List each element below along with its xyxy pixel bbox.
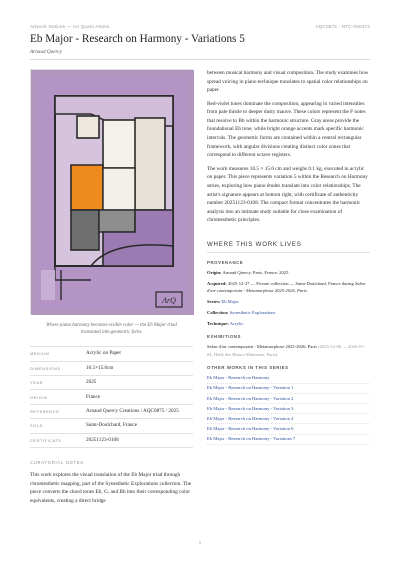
- other-work-link[interactable]: Eb Major - Research on Harmony - Variation 1: [207, 384, 370, 394]
- spec-key: REFERENCE: [30, 404, 86, 418]
- spec-key: YEAR: [30, 376, 86, 390]
- header-divider: [30, 59, 370, 60]
- spec-value: 20251123-0108: [86, 433, 193, 447]
- page-title: Eb Major - Research on Harmony - Variations 5: [30, 33, 245, 45]
- page-number: 1: [198, 540, 202, 545]
- spec-key: DIMENSIONS: [30, 361, 86, 375]
- spec-row-sold: [30, 419, 193, 433]
- top-bar: [30, 24, 370, 29]
- provenance-acquired: [207, 280, 370, 294]
- other-work-link[interactable]: Eb Major - Research on Harmony - Variation 2: [207, 394, 370, 404]
- origin-value: Arnaud Quercy, Paris, France, 2025: [222, 269, 289, 275]
- provenance-collection: [207, 309, 370, 316]
- spec-row-year: [30, 376, 193, 390]
- technique-link[interactable]: Acrylic: [229, 321, 244, 327]
- exhibition-entry: [207, 343, 370, 357]
- other-work-link[interactable]: Eb Major - Research on Harmony - Variation 4: [207, 414, 370, 424]
- spec-value: Acrylic on Paper: [86, 347, 193, 361]
- artist-signature: ArQ: [162, 296, 176, 305]
- curatorial-heading: CURATORIAL NOTES: [30, 459, 84, 465]
- left-column: [30, 69, 193, 505]
- other-works-list: [207, 374, 370, 445]
- spec-value: 2025: [86, 376, 193, 390]
- provenance-technique: [207, 320, 370, 327]
- collection-label: Collection:: [207, 310, 229, 316]
- spec-row-medium: [30, 347, 193, 361]
- reference-label: AQC0875 · NTC-000472: [315, 24, 370, 29]
- body-paragraph-2: Red-violet tones dominate the composition, appearing in varied intensities from pale thistle to deeper dusty mauve. These colors represent the F notes that resolve to Bb within the harmonic structure. Gray areas provide the foundational Eb tone, while bright orange accents mark specific harmonic intervals. The geometric forms are contained within a central rectangular framework, with angular divisions creating distinct color zones that correspond to different octave registers.: [207, 100, 366, 159]
- other-work-link[interactable]: Eb Major - Research on Harmony - Variation 6: [207, 424, 370, 434]
- acquired-value: 2025-12-27 — Private collection — Saint-Doulchard, France during: [227, 280, 354, 286]
- exhibition-detail: (2025-12-06 → 2026-01-04, Halle des Blancs Manteaux, Paris): [207, 344, 365, 357]
- body-paragraph-3: The work measures 10.5 × 15.0 cm and weighs 0.1 kg, executed in acrylic on paper. This piece represents variation 5 within the Research on Harmony series, exploring how piano études translate into color relationships. The artist's signature appears at bottom right, with certificate of authenticity number 20251123-0108. The compact format concentrates the harmonic analysis into an intimate study suitable for close examination of chromesthetic principles.: [207, 165, 368, 224]
- origin-label: Origin:: [207, 269, 222, 275]
- artwork-painting: [31, 70, 194, 315]
- exhibition-name: Salon d'art contemporain - Metamorphose 2025-2026, Paris: [207, 344, 317, 350]
- curatorial-text: This work explores the visual translation of the Eb Major triad through chromesthetic mapping, part of the Synesthetic Explorations collection. The piece converts the chord tones Eb, G, and Bb into their corresponding color equivalents, creating a direct bridge: [30, 471, 192, 504]
- other-work-link[interactable]: Eb Major - Research on Harmony - Variation 3: [207, 404, 370, 414]
- provenance-origin: [207, 269, 370, 276]
- acquired-label: Acquired:: [207, 280, 227, 286]
- spec-row-reference: [30, 404, 193, 418]
- spec-row-certificate: [30, 433, 193, 447]
- series-label: Series:: [207, 299, 221, 305]
- other-work-link[interactable]: Eb Major - Research on Harmony - Variations 7: [207, 435, 370, 445]
- collection-label: Artwork Notices — Art Quant Atomo: [30, 24, 110, 29]
- exhibitions-heading: EXHIBITIONS: [207, 334, 242, 340]
- spec-key: SOLD: [30, 419, 86, 433]
- body-paragraph-1: between musical harmony and visual composition. The study examines how spread voicing in piano technique translates to spatial color relationships on paper.: [207, 70, 369, 94]
- spec-value: France: [86, 390, 193, 404]
- artwork-caption: Where piano harmony becomes visible color — the Eb Major triad translated into geometric form.: [46, 323, 177, 336]
- spec-value: 10.5×15.0cm: [86, 361, 193, 375]
- provenance-series: [207, 298, 370, 305]
- technique-label: Technique:: [207, 321, 229, 327]
- spec-row-origin: [30, 390, 193, 404]
- spec-key: CERTIFICATE: [30, 433, 86, 447]
- artwork-image: [30, 69, 193, 314]
- other-work-link[interactable]: Eb Major - Research on Harmony: [207, 374, 370, 384]
- where-heading: WHERE THIS WORK LIVES: [207, 241, 370, 253]
- collection-link[interactable]: Synesthetic Explorations: [229, 310, 276, 316]
- other-works-heading: OTHER WORKS IN THIS SERIES: [207, 364, 289, 370]
- provenance-heading: PROVENANCE: [207, 259, 244, 265]
- acquired-exhibition: Salon d'art contemporain - Metamorphose 2025-2026, Paris: [207, 280, 366, 294]
- spec-value: Saint-Doulchard, France: [86, 419, 193, 433]
- series-link[interactable]: Eb Major: [221, 299, 239, 305]
- spec-row-dimensions: [30, 361, 193, 375]
- spec-value: Arnaud Quercy Creations / AQC0875 / 2025: [86, 404, 193, 418]
- artist-name: Arnaud Quercy: [30, 49, 62, 55]
- spec-key: MEDIUM: [30, 347, 86, 361]
- spec-table: [30, 346, 193, 448]
- right-column: [207, 69, 370, 445]
- spec-key: ORIGIN: [30, 390, 86, 404]
